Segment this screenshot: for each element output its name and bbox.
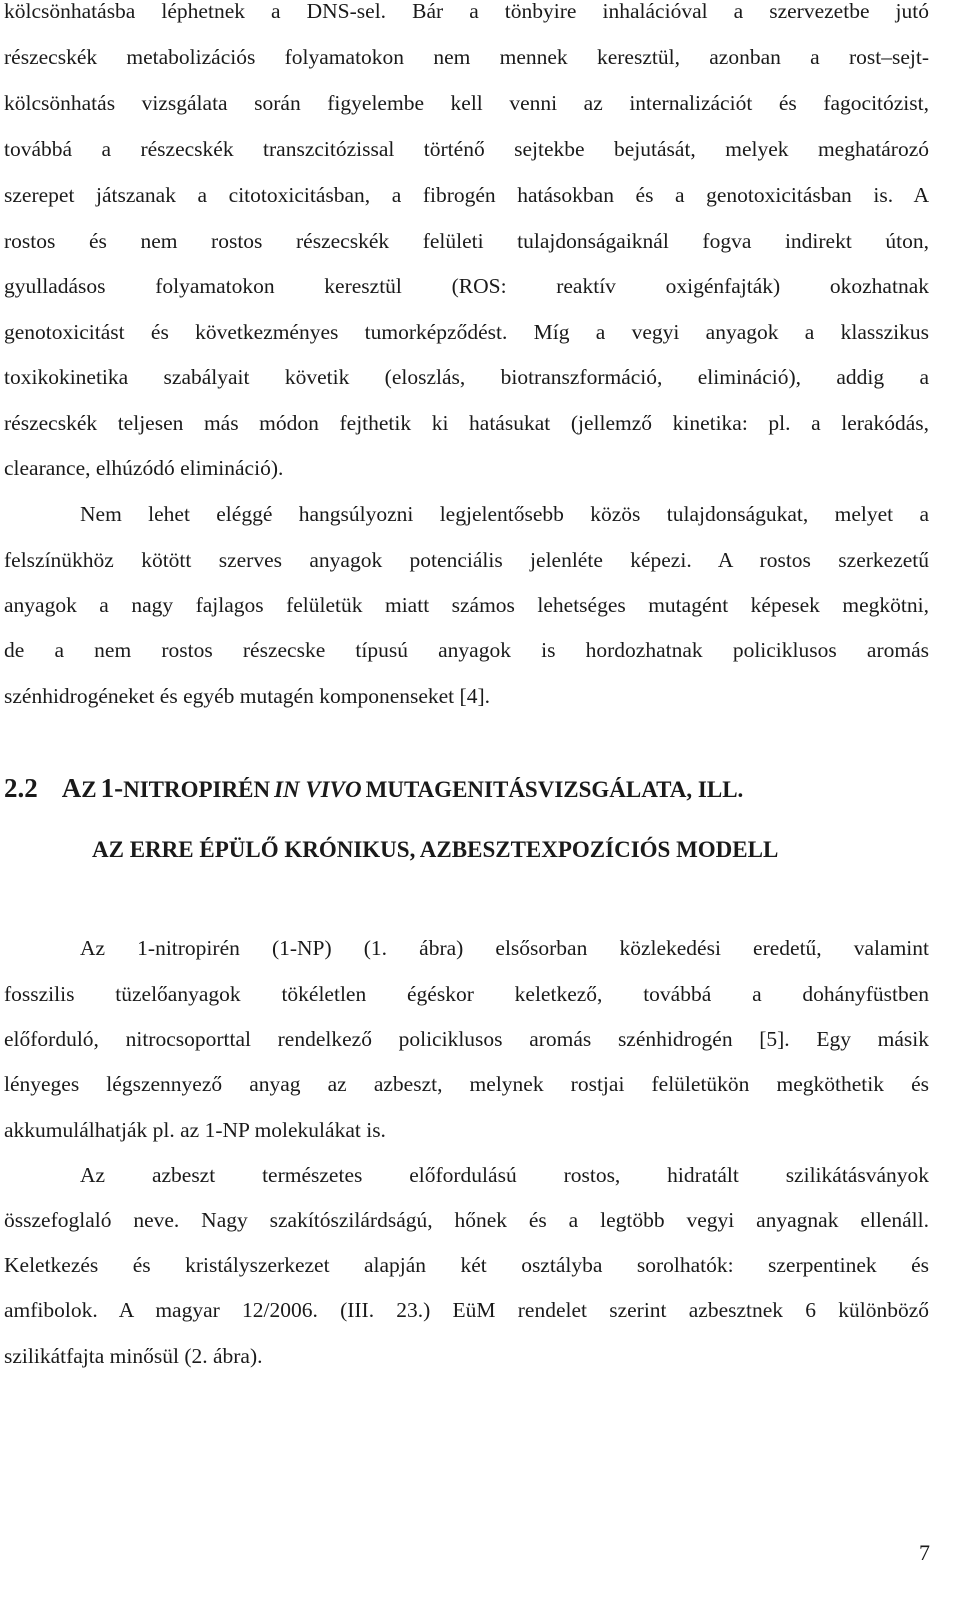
heading-term-2: MUTAGENITÁSVIZSGÁLATA, ILL. [365, 777, 744, 802]
text-line: akkumulálhatják pl. az 1-NP molekulákat is. [4, 1118, 386, 1142]
text-line: gyulladásos folyamatokon keresztül (ROS: reaktív oxigénfajták) okozhatnak [4, 274, 929, 298]
text-line: toxikokinetika szabályait követik (eloszlás, biotranszformáció, elimináció), addig a [4, 365, 929, 389]
text-line: fosszilis tüzelőanyagok tökéletlen égéskor keletkező, továbbá a dohányfüstben [4, 982, 929, 1006]
text-line: továbbá a részecskék transzcitózissal történő sejtekbe bejutását, melyek meghatározó [4, 137, 929, 161]
text-line: Az azbeszt természetes előfordulású rostos, hidratált szilikátásványok [80, 1163, 929, 1187]
text-line: előforduló, nitrocsoporttal rendelkező policiklusos aromás szénhidrogén [5]. Egy másik [4, 1027, 929, 1051]
heading-italic-term: IN VIVO [274, 777, 362, 802]
text-line: kölcsönhatás vizsgálata során figyelembe kell venni az internalizációt és fagocitózist, [4, 91, 929, 115]
heading-smallcap: Z [81, 777, 97, 802]
text-line: Keletkezés és kristályszerkezet alapján két osztályba sorolhatók: szerpentinek és [4, 1253, 929, 1277]
text-line: de a nem rostos részecske típusú anyagok is hordozhatnak policiklusos aromás [4, 638, 929, 662]
text-line: anyagok a nagy fajlagos felületük miatt számos lehetséges mutagént képesek megkötni, [4, 593, 929, 617]
text-line: genotoxicitást és következményes tumorképződést. Míg a vegyi anyagok a klasszikus [4, 320, 929, 344]
text-line: felszínükhöz kötött szerves anyagok potenciális jelenléte képezi. A rostos szerkezetű [4, 548, 929, 572]
text-line: kölcsönhatásba léphetnek a DNS-sel. Bár a tönbyire inhalációval a szervezetbe jutó [4, 0, 929, 23]
section-heading-line-1 [4, 768, 934, 813]
section-number: 2.2 [4, 773, 38, 803]
text-line: Az 1-nitropirén (1-NP) (1. ábra) elsősorban közlekedési eredetű, valamint [80, 936, 929, 960]
text-line: amfibolok. A magyar 12/2006. (III. 23.) EüM rendelet szerint azbesztnek 6 különböző [4, 1298, 929, 1322]
text-line: clearance, elhúzódó elimináció). [4, 456, 284, 480]
text-line: részecskék metabolizációs folyamatokon nem mennek keresztül, azonban a rost–sejt- [4, 45, 929, 69]
page-number: 7 [919, 1540, 930, 1565]
text-line: összefoglaló neve. Nagy szakítószilárdságú, hőnek és a legtöbb vegyi anyagnak ellenáll. [4, 1208, 929, 1232]
text-line: szénhidrogéneket és egyéb mutagén komponenseket [4]. [4, 684, 490, 708]
section-heading-line-2: AZ ERRE ÉPÜLŐ KRÓNIKUS, AZBESZTEXPOZÍCIÓS MODELL [92, 837, 779, 862]
text-line: lényeges légszennyező anyag az azbeszt, melynek rostjai felületükön megköthetik és [4, 1072, 929, 1096]
text-line: részecskék teljesen más módon fejthetik ki hatásukat (jellemző kinetika: pl. a lerakódás, [4, 411, 929, 435]
heading-term: NITROPIRÉN [123, 777, 271, 802]
text-line: szilikátfajta minősül (2. ábra). [4, 1344, 263, 1368]
text-line: szerepet játszanak a citotoxicitásban, a fibrogén hatásokban és a genotoxicitásban is. A [4, 183, 929, 207]
heading-initial: A [61, 773, 82, 803]
text-line: rostos és nem rostos részecskék felületi tulajdonságaiknál fogva indirekt úton, [4, 229, 929, 253]
heading-number-prefix: 1- [100, 773, 124, 803]
text-line: Nem lehet eléggé hangsúlyozni legjelentősebb közös tulajdonságukat, melyet a [80, 502, 929, 526]
